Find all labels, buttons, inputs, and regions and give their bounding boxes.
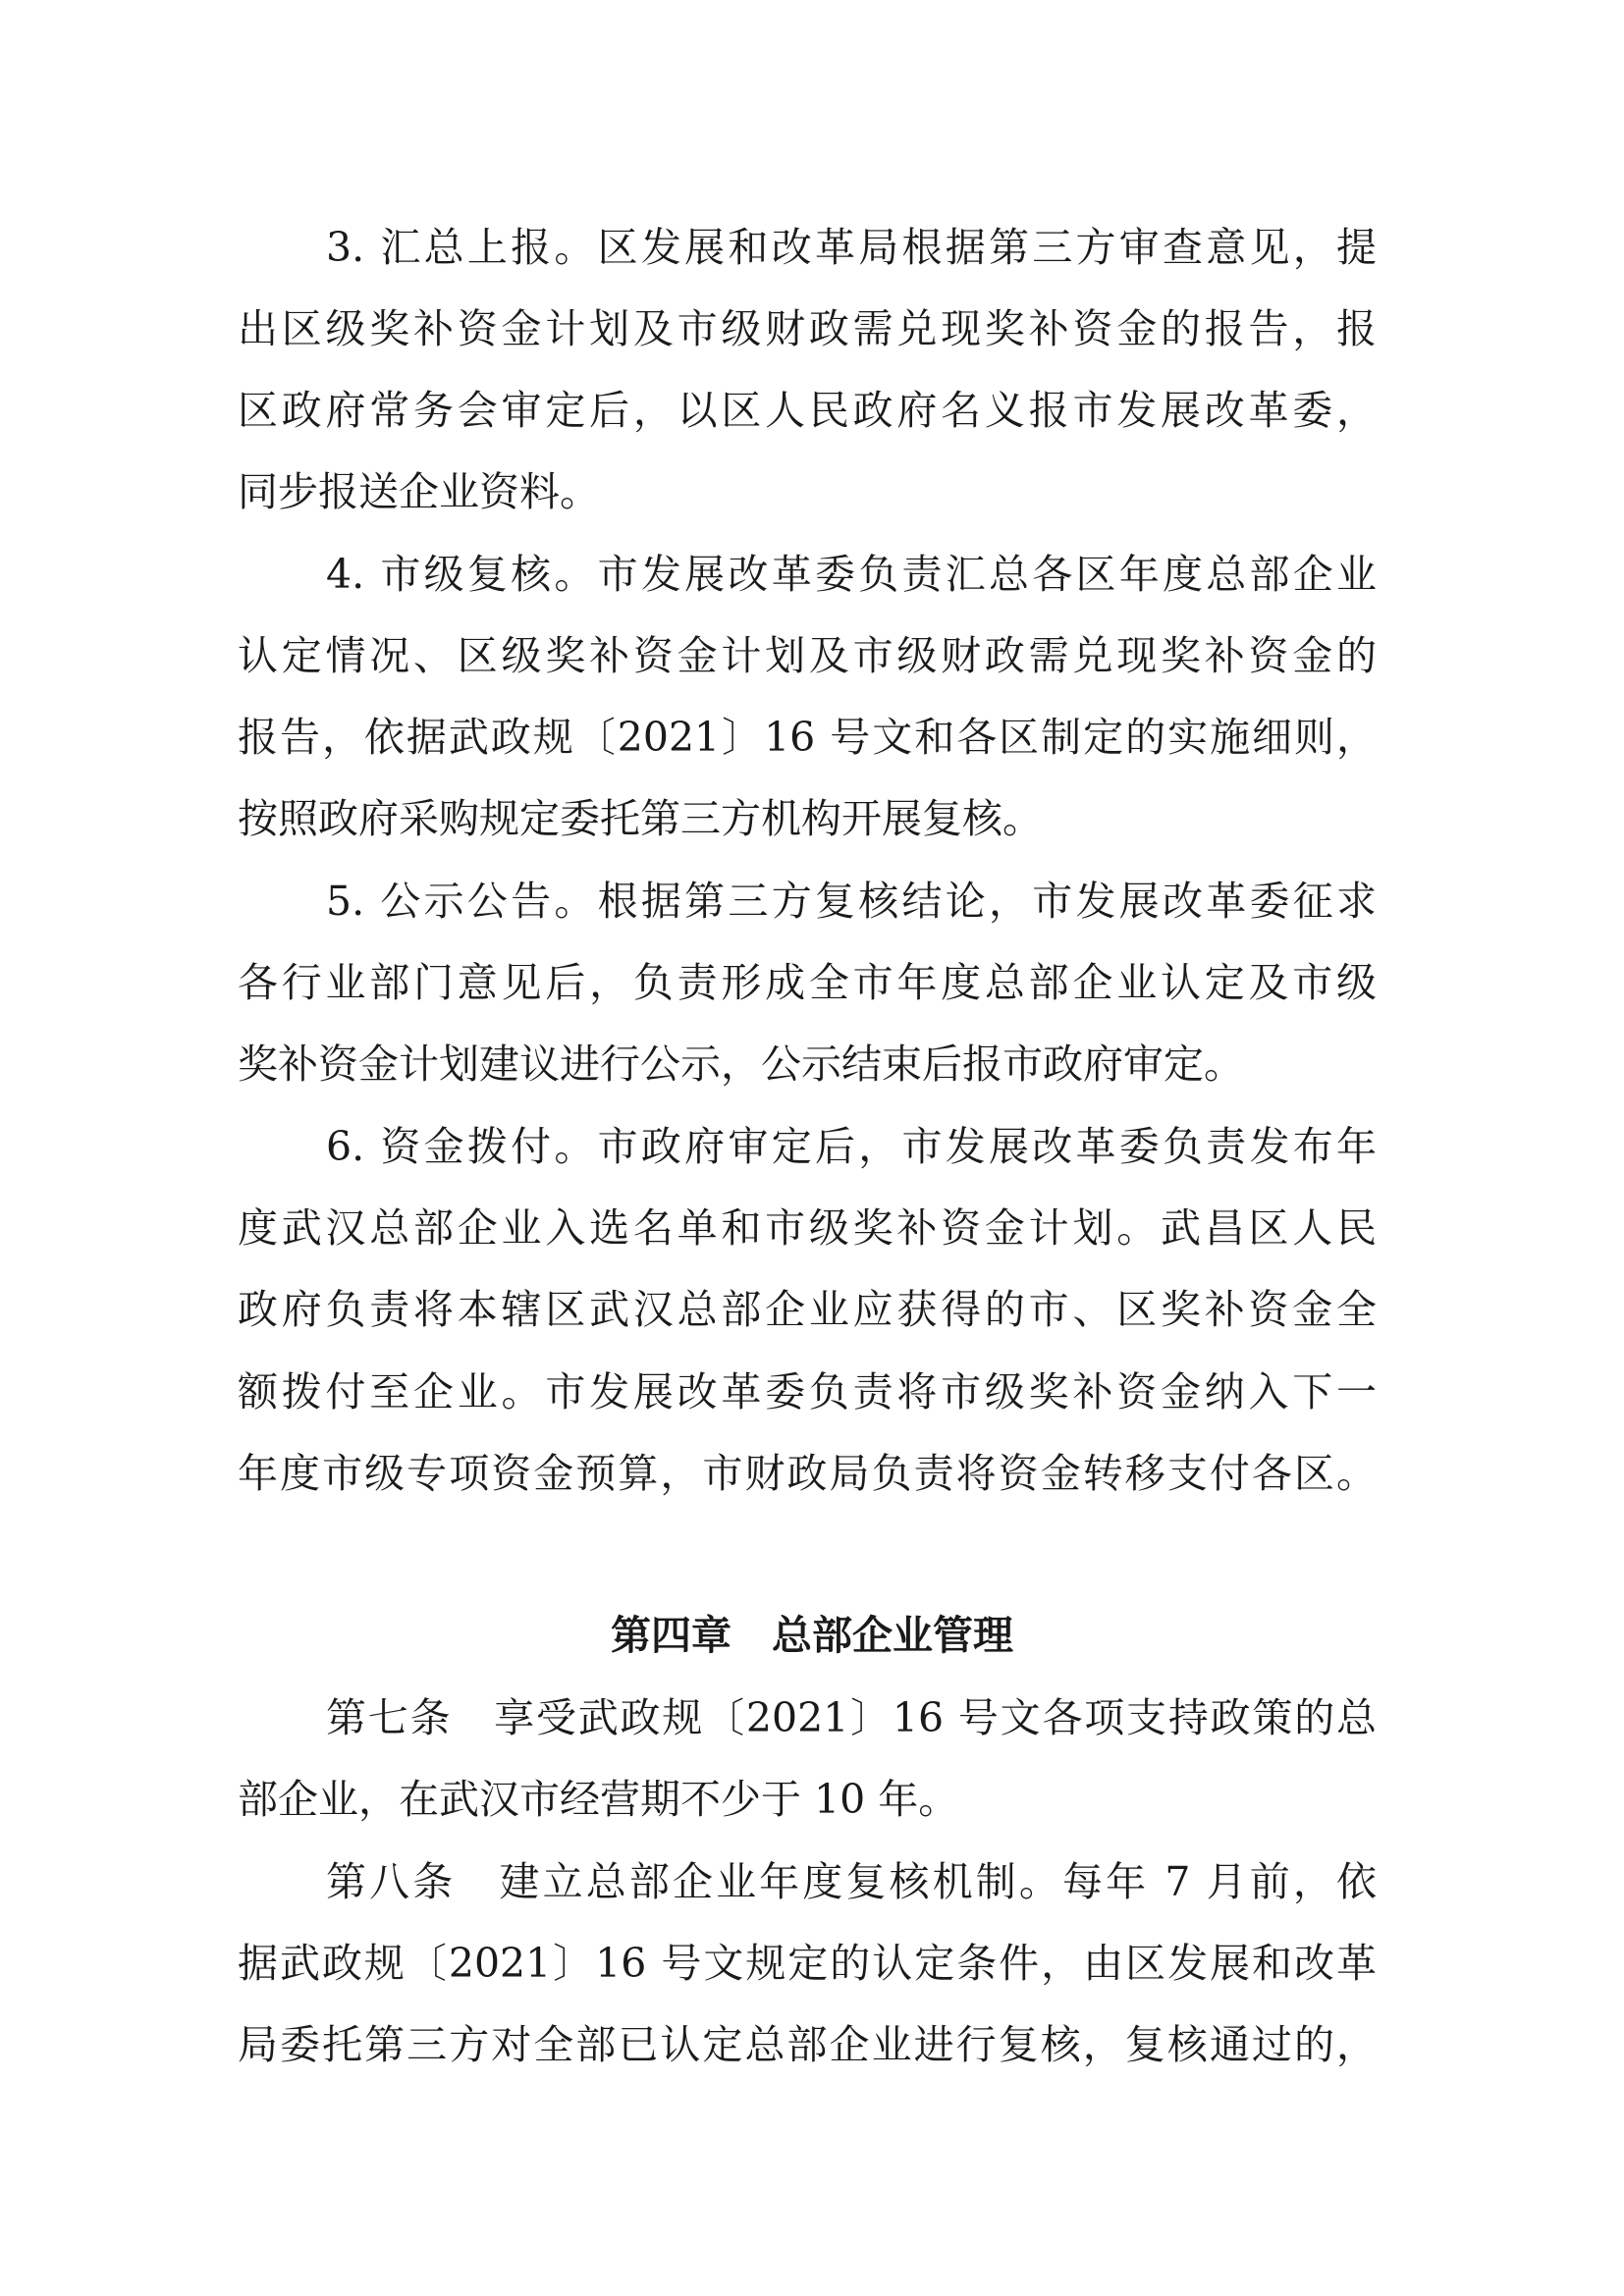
text-line: 第七条 享受武政规〔2021〕16 号文各项支持政策的总 <box>326 1694 1377 1741</box>
text-line: 据武政规〔2021〕16 号文规定的认定条件，由区发展和改革 <box>238 1940 1377 1987</box>
text-line: 度武汉总部企业入选名单和市级奖补资金计划。武昌区人民 <box>238 1204 1377 1252</box>
text-line: 3. 汇总上报。区发展和改革局根据第三方审查意见，提 <box>326 224 1377 271</box>
text-line: 局委托第三方对全部已认定总部企业进行复核，复核通过的， <box>238 2021 1377 2068</box>
text-line: 认定情况、区级奖补资金计划及市级财政需兑现奖补资金的 <box>238 632 1377 679</box>
text-line: 额拨付至企业。市发展改革委负责将市级奖补资金纳入下一 <box>238 1368 1377 1415</box>
text-line: 4. 市级复核。市发展改革委负责汇总各区年度总部企业 <box>326 551 1377 598</box>
text-line: 同步报送企业资料。 <box>238 468 600 515</box>
text-line: 年度市级专项资金预算，市财政局负责将资金转移支付各区。 <box>238 1450 1377 1497</box>
text-line: 政府负责将本辖区武汉总部企业应获得的市、区奖补资金全 <box>238 1286 1377 1333</box>
text-line: 各行业部门意见后，负责形成全市年度总部企业认定及市级 <box>238 959 1377 1006</box>
chapter-heading: 第四章 总部企业管理 <box>611 1612 1013 1659</box>
text-line: 报告，依据武政规〔2021〕16 号文和各区制定的实施细则， <box>238 714 1377 761</box>
text-line: 出区级奖补资金计划及市级财政需兑现奖补资金的报告，报 <box>238 305 1377 352</box>
text-line: 奖补资金计划建议进行公示，公示结束后报市政府审定。 <box>238 1041 1244 1088</box>
text-line: 部企业，在武汉市经营期不少于 10 年。 <box>238 1776 959 1823</box>
text-line: 按照政府采购规定委托第三方机构开展复核。 <box>238 795 1043 842</box>
text-line: 区政府常务会审定后，以区人民政府名义报市发展改革委， <box>238 387 1377 434</box>
text-line: 5. 公示公告。根据第三方复核结论，市发展改革委征求 <box>326 878 1377 925</box>
text-line: 第八条 建立总部企业年度复核机制。每年 7 月前，依 <box>326 1858 1377 1905</box>
text-line: 6. 资金拨付。市政府审定后，市发展改革委负责发布年 <box>326 1123 1377 1170</box>
